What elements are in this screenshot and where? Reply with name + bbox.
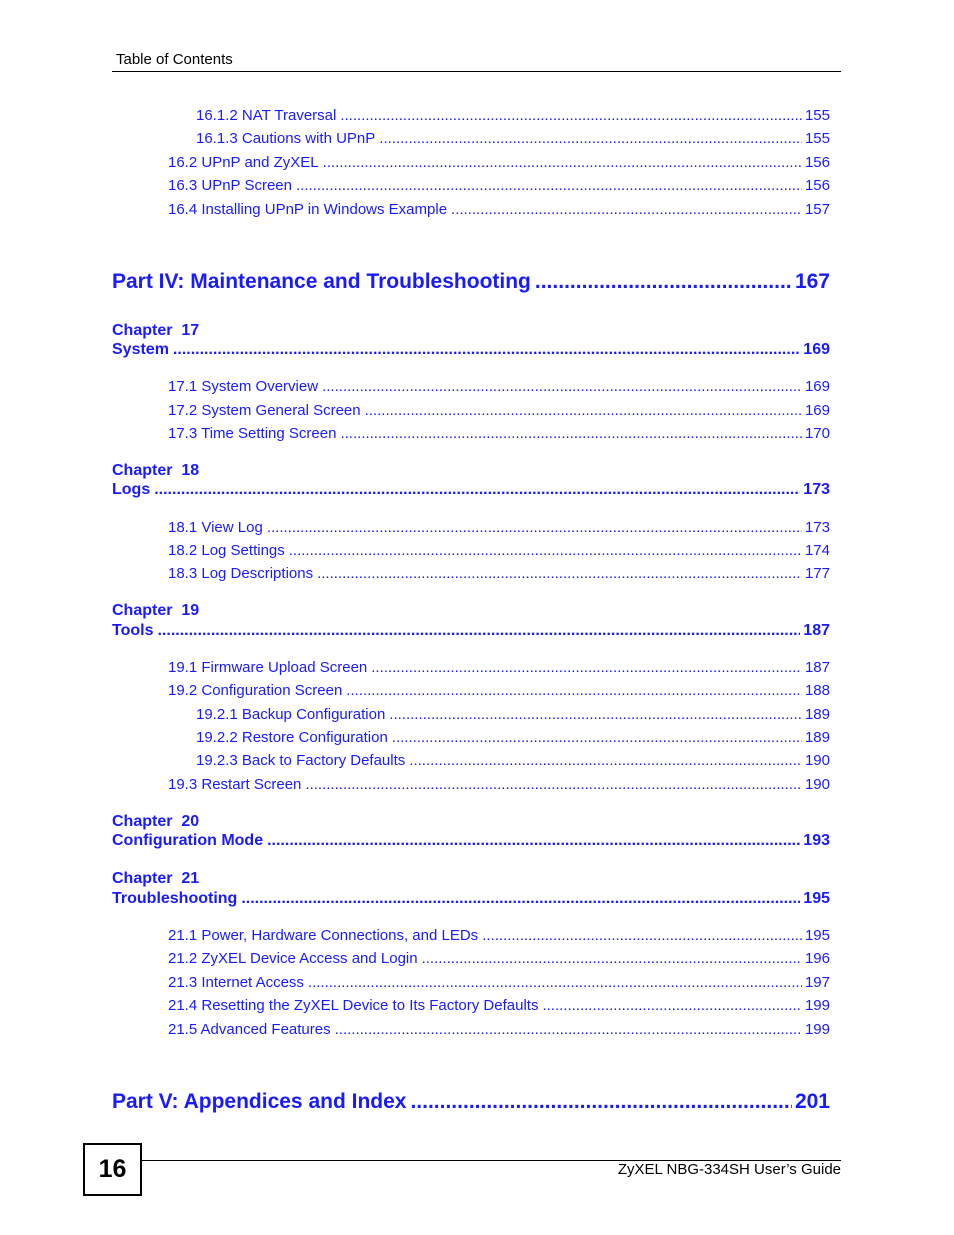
toc-chapter-title: Logs (112, 481, 151, 498)
toc-part-label: Part V: Appendices and Index (112, 1090, 407, 1113)
toc-entry-label: 16.1.3 Cautions with UPnP (196, 130, 376, 147)
toc-entry-17-2[interactable] (168, 402, 830, 422)
toc-entry-label: 21.5 Advanced Features (168, 1021, 331, 1038)
page-number: 16 (98, 1155, 127, 1183)
toc-chapter-title: System (112, 341, 169, 358)
leader-dots (154, 481, 800, 499)
toc-part-page: 201 (794, 1090, 830, 1113)
leader-dots (365, 402, 802, 419)
toc-entry-label: 21.2 ZyXEL Device Access and Login (168, 950, 418, 967)
toc-entry-label: 21.4 Resetting the ZyXEL Device to Its Factory Defaults (168, 997, 539, 1014)
toc-entry-page: 190 (804, 752, 830, 769)
toc-entry-16-4[interactable] (168, 201, 830, 221)
toc-part-v[interactable] (112, 1090, 830, 1118)
toc-part-iv[interactable] (112, 270, 830, 298)
toc-chapter-21[interactable] (112, 890, 830, 911)
toc-entry-16-3[interactable] (168, 177, 830, 197)
leader-dots (267, 519, 802, 536)
running-head: Table of Contents (116, 51, 233, 68)
toc-chapter-page: 195 (803, 890, 830, 907)
toc-chapter-page: 173 (803, 481, 830, 498)
leader-dots (451, 201, 802, 218)
leader-dots (289, 542, 802, 559)
toc-entry-page: 190 (804, 776, 830, 793)
leader-dots (346, 682, 802, 699)
chapter-number-18: Chapter 18 (112, 462, 200, 479)
leader-dots (340, 107, 802, 124)
toc-entry-page: 169 (804, 402, 830, 419)
toc-entry-page: 197 (804, 974, 830, 991)
leader-dots (323, 154, 802, 171)
toc-chapter-title: Tools (112, 622, 154, 639)
toc-entry-label: 19.2.3 Back to Factory Defaults (196, 752, 406, 769)
toc-entry-21-3[interactable] (168, 974, 830, 994)
toc-entry-17-3[interactable] (168, 425, 830, 445)
toc-entry-19-2[interactable] (168, 682, 830, 702)
toc-chapter-title: Troubleshooting (112, 890, 238, 907)
toc-entry-19-2-1[interactable] (196, 706, 830, 726)
leader-dots (322, 378, 802, 395)
toc-entry-label: 17.3 Time Setting Screen (168, 425, 337, 442)
toc-entry-21-5[interactable] (168, 1021, 830, 1041)
toc-entry-label: 17.1 System Overview (168, 378, 319, 395)
toc-entry-page: 187 (804, 659, 830, 676)
toc-chapter-20[interactable] (112, 832, 830, 853)
toc-chapter-19[interactable] (112, 622, 830, 643)
toc-entry-16-2[interactable] (168, 154, 830, 174)
toc-chapter-18[interactable] (112, 481, 830, 502)
leader-dots (267, 832, 800, 850)
toc-entry-label: 18.2 Log Settings (168, 542, 285, 559)
leader-dots (371, 659, 802, 676)
toc-entry-page: 177 (804, 565, 830, 582)
leader-dots (308, 974, 802, 991)
toc-entry-label: 16.2 UPnP and ZyXEL (168, 154, 319, 171)
toc-entry-19-2-2[interactable] (196, 729, 830, 749)
toc-entry-label: 16.4 Installing UPnP in Windows Example (168, 201, 448, 218)
toc-entry-page: 196 (804, 950, 830, 967)
toc-entry-19-2-3[interactable] (196, 752, 830, 772)
toc-entry-label: 16.3 UPnP Screen (168, 177, 292, 194)
chapter-number-20: Chapter 20 (112, 813, 200, 830)
toc-entry-page: 189 (804, 729, 830, 746)
leader-dots (157, 622, 800, 640)
leader-dots (173, 341, 800, 359)
leader-dots (335, 1021, 802, 1038)
guide-title: ZyXEL NBG-334SH User’s Guide (617, 1161, 841, 1178)
toc-entry-page: 156 (804, 177, 830, 194)
toc-entry-16-1-2[interactable] (196, 107, 830, 127)
leader-dots (409, 752, 802, 769)
toc-entry-17-1[interactable] (168, 378, 830, 398)
toc-entry-16-1-3[interactable] (196, 130, 830, 150)
leader-dots (535, 270, 792, 294)
leader-dots (296, 177, 802, 194)
leader-dots (410, 1090, 791, 1114)
toc-entry-label: 19.2 Configuration Screen (168, 682, 343, 699)
toc-entry-label: 18.3 Log Descriptions (168, 565, 314, 582)
toc-chapter-page: 187 (803, 622, 830, 639)
toc-entry-18-1[interactable] (168, 519, 830, 539)
toc-entry-page: 199 (804, 1021, 830, 1038)
toc-entry-label: 21.1 Power, Hardware Connections, and LEDs (168, 927, 479, 944)
toc-entry-label: 19.3 Restart Screen (168, 776, 302, 793)
chapter-number-17: Chapter 17 (112, 322, 200, 339)
leader-dots (482, 927, 802, 944)
leader-dots (379, 130, 802, 147)
leader-dots (317, 565, 802, 582)
toc-entry-page: 195 (804, 927, 830, 944)
toc-entry-21-4[interactable] (168, 997, 830, 1017)
leader-dots (305, 776, 802, 793)
toc-entry-page: 173 (804, 519, 830, 536)
toc-entry-page: 155 (804, 107, 830, 124)
toc-entry-label: 18.1 View Log (168, 519, 263, 536)
leader-dots (340, 425, 802, 442)
header-rule (112, 71, 841, 72)
toc-chapter-title: Configuration Mode (112, 832, 264, 849)
leader-dots (241, 890, 800, 908)
leader-dots (542, 997, 802, 1014)
leader-dots (422, 950, 802, 967)
chapter-number-21: Chapter 21 (112, 870, 200, 887)
toc-entry-21-2[interactable] (168, 950, 830, 970)
toc-entry-label: 19.2.2 Restore Configuration (196, 729, 388, 746)
toc-entry-19-1[interactable] (168, 659, 830, 679)
toc-entry-label: 19.2.1 Backup Configuration (196, 706, 386, 723)
toc-entry-page: 169 (804, 378, 830, 395)
toc-chapter-page: 193 (803, 832, 830, 849)
toc-entry-page: 155 (804, 130, 830, 147)
leader-dots (389, 706, 802, 723)
toc-entry-page: 188 (804, 682, 830, 699)
toc-part-label: Part IV: Maintenance and Troubleshooting (112, 270, 531, 293)
toc-entry-page: 174 (804, 542, 830, 559)
toc-entry-page: 157 (804, 201, 830, 218)
toc-entry-label: 21.3 Internet Access (168, 974, 304, 991)
toc-entry-label: 17.2 System General Screen (168, 402, 361, 419)
toc-entry-18-2[interactable] (168, 542, 830, 562)
page-number-box (83, 1143, 142, 1196)
toc-entry-21-1[interactable] (168, 927, 830, 947)
toc-entry-19-3[interactable] (168, 776, 830, 796)
toc-entry-page: 199 (804, 997, 830, 1014)
toc-entry-label: 19.1 Firmware Upload Screen (168, 659, 368, 676)
toc-entry-label: 16.1.2 NAT Traversal (196, 107, 337, 124)
toc-entry-page: 189 (804, 706, 830, 723)
toc-chapter-page: 169 (803, 341, 830, 358)
toc-entry-page: 156 (804, 154, 830, 171)
toc-entry-page: 170 (804, 425, 830, 442)
toc-part-page: 167 (794, 270, 830, 293)
chapter-number-19: Chapter 19 (112, 602, 200, 619)
toc-chapter-17[interactable] (112, 341, 830, 362)
toc-entry-18-3[interactable] (168, 565, 830, 585)
leader-dots (392, 729, 802, 746)
